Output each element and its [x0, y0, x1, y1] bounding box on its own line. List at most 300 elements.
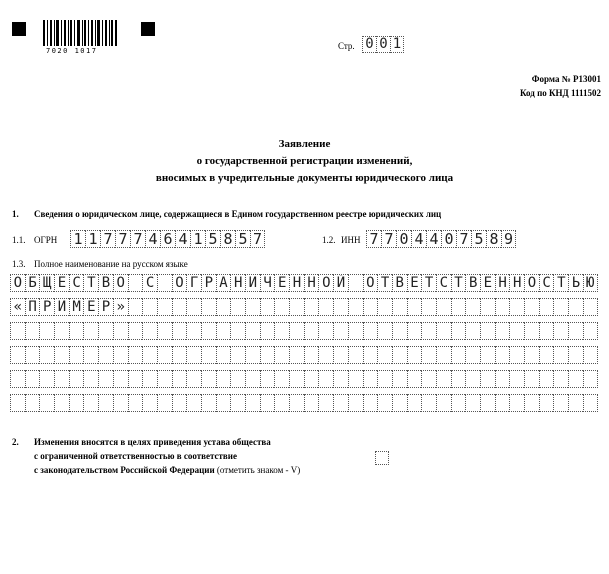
char-cell [465, 322, 480, 340]
char-cell [451, 370, 466, 388]
char-cell [539, 370, 554, 388]
char-cell: Т [377, 274, 392, 292]
char-cell [245, 346, 260, 364]
char-cell [539, 298, 554, 316]
page-label: Стр. [338, 41, 355, 51]
char-cell: 0 [376, 36, 390, 53]
char-cell [465, 346, 480, 364]
char-cell [377, 346, 392, 364]
char-cell [216, 370, 231, 388]
char-cell [524, 394, 539, 412]
char-cell [509, 346, 524, 364]
char-cell [25, 346, 40, 364]
char-cell [113, 394, 128, 412]
form-number: Форма № Р13001 [531, 74, 601, 84]
char-cell [333, 346, 348, 364]
char-cell [509, 322, 524, 340]
char-cell [186, 322, 201, 340]
section2-line-2: с ограниченной ответственностью в соответствие [34, 451, 237, 461]
char-cell [583, 346, 598, 364]
char-cell: П [25, 298, 40, 316]
char-cell [83, 322, 98, 340]
char-cell: С [436, 274, 451, 292]
char-cell [407, 346, 422, 364]
char-cell [83, 346, 98, 364]
char-cell [69, 370, 84, 388]
char-cell [142, 298, 157, 316]
char-cell [201, 298, 216, 316]
char-cell: Т [553, 274, 568, 292]
char-cell [363, 346, 378, 364]
char-cell [333, 394, 348, 412]
char-cell [260, 346, 275, 364]
char-cell [128, 298, 143, 316]
char-cell: И [54, 298, 69, 316]
char-cell: 7 [250, 230, 265, 248]
char-cell [128, 370, 143, 388]
char-cell [157, 322, 172, 340]
char-cell [407, 394, 422, 412]
char-cell [39, 346, 54, 364]
char-cell [480, 370, 495, 388]
title-line-1: Заявление [278, 138, 331, 150]
name-label: Полное наименование на русском языке [34, 259, 188, 269]
name-row[interactable] [10, 370, 598, 388]
char-cell [98, 322, 113, 340]
char-cell [39, 370, 54, 388]
char-cell [113, 346, 128, 364]
char-cell [495, 298, 510, 316]
char-cell [157, 370, 172, 388]
char-cell [39, 394, 54, 412]
char-cell: Т [83, 274, 98, 292]
char-cell [201, 394, 216, 412]
char-cell [304, 394, 319, 412]
char-cell [25, 322, 40, 340]
char-cell: 7 [381, 230, 396, 248]
char-cell [524, 322, 539, 340]
section2-number: 2. [12, 437, 19, 447]
char-cell: С [142, 274, 157, 292]
char-cell: О [363, 274, 378, 292]
char-cell [509, 370, 524, 388]
char-cell: 4 [145, 230, 160, 248]
char-cell [363, 298, 378, 316]
char-cell [304, 346, 319, 364]
char-cell: Н [495, 274, 510, 292]
char-cell [142, 370, 157, 388]
char-cell: « [10, 298, 25, 316]
char-cell [568, 322, 583, 340]
char-cell [304, 370, 319, 388]
char-cell [274, 394, 289, 412]
char-cell [318, 370, 333, 388]
char-cell: 4 [411, 230, 426, 248]
char-cell [348, 394, 363, 412]
char-cell [142, 394, 157, 412]
char-cell [553, 322, 568, 340]
name-row[interactable] [10, 274, 598, 292]
char-cell [274, 346, 289, 364]
char-cell [539, 346, 554, 364]
char-cell [25, 394, 40, 412]
char-cell [172, 394, 187, 412]
char-cell [245, 394, 260, 412]
char-cell [539, 322, 554, 340]
char-cell: Ю [583, 274, 598, 292]
char-cell [348, 298, 363, 316]
char-cell [157, 346, 172, 364]
char-cell [480, 394, 495, 412]
char-cell [436, 322, 451, 340]
char-cell [186, 298, 201, 316]
char-cell: О [10, 274, 25, 292]
char-cell [260, 394, 275, 412]
char-cell [201, 370, 216, 388]
char-cell: 8 [220, 230, 235, 248]
char-cell [289, 322, 304, 340]
conformity-checkbox[interactable] [375, 451, 389, 465]
char-cell [54, 370, 69, 388]
registration-marker-right [141, 22, 155, 36]
char-cell: 9 [501, 230, 516, 248]
char-cell [495, 346, 510, 364]
char-cell [216, 322, 231, 340]
char-cell [10, 394, 25, 412]
char-cell [230, 298, 245, 316]
char-cell [318, 322, 333, 340]
char-cell: О [172, 274, 187, 292]
char-cell [289, 370, 304, 388]
char-cell: О [524, 274, 539, 292]
section1-number: 1. [12, 209, 19, 219]
char-cell: 7 [130, 230, 145, 248]
char-cell [128, 322, 143, 340]
char-cell [216, 346, 231, 364]
char-cell [54, 394, 69, 412]
char-cell: С [539, 274, 554, 292]
char-cell [436, 298, 451, 316]
char-cell [172, 298, 187, 316]
char-cell [421, 322, 436, 340]
char-cell [25, 370, 40, 388]
char-cell [186, 394, 201, 412]
char-cell: В [392, 274, 407, 292]
char-cell: Р [98, 298, 113, 316]
char-cell [157, 394, 172, 412]
char-cell [245, 298, 260, 316]
char-cell [421, 394, 436, 412]
name-row[interactable] [10, 346, 598, 364]
char-cell [539, 394, 554, 412]
char-cell [524, 370, 539, 388]
char-cell [407, 370, 422, 388]
char-cell: Й [333, 274, 348, 292]
char-cell: 0 [396, 230, 411, 248]
char-cell [583, 394, 598, 412]
char-cell [421, 370, 436, 388]
char-cell [392, 346, 407, 364]
char-cell: В [465, 274, 480, 292]
char-cell [10, 370, 25, 388]
char-cell [318, 346, 333, 364]
char-cell: 1 [85, 230, 100, 248]
char-cell [318, 298, 333, 316]
char-cell [495, 370, 510, 388]
char-cell [333, 322, 348, 340]
char-cell [392, 394, 407, 412]
section2-note: (отметить знаком - V) [216, 465, 301, 475]
char-cell [83, 370, 98, 388]
char-cell [480, 322, 495, 340]
char-cell [495, 394, 510, 412]
char-cell [465, 370, 480, 388]
char-cell [10, 346, 25, 364]
char-cell [39, 322, 54, 340]
char-cell [172, 322, 187, 340]
char-cell [392, 370, 407, 388]
char-cell [128, 274, 143, 292]
name-number: 1.3. [12, 259, 26, 269]
char-cell [230, 394, 245, 412]
char-cell: М [69, 298, 84, 316]
char-cell [201, 346, 216, 364]
char-cell: Р [39, 298, 54, 316]
char-cell: В [98, 274, 113, 292]
char-cell [260, 322, 275, 340]
char-cell [172, 346, 187, 364]
char-cell [568, 346, 583, 364]
char-cell [465, 298, 480, 316]
inn-label: ИНН [341, 235, 361, 245]
char-cell [553, 298, 568, 316]
char-cell: 5 [471, 230, 486, 248]
char-cell [553, 394, 568, 412]
char-cell [348, 346, 363, 364]
char-cell [289, 298, 304, 316]
char-cell [348, 322, 363, 340]
char-cell: Ь [568, 274, 583, 292]
char-cell [348, 370, 363, 388]
char-cell [524, 298, 539, 316]
char-cell: Е [480, 274, 495, 292]
char-cell [451, 346, 466, 364]
char-cell [113, 370, 128, 388]
char-cell: » [113, 298, 128, 316]
char-cell [392, 298, 407, 316]
char-cell: 7 [115, 230, 130, 248]
char-cell [157, 274, 172, 292]
char-cell [274, 298, 289, 316]
char-cell: Т [451, 274, 466, 292]
name-row[interactable] [10, 394, 598, 412]
char-cell: 6 [160, 230, 175, 248]
ogrn-label: ОГРН [34, 235, 58, 245]
char-cell [583, 298, 598, 316]
char-cell [524, 346, 539, 364]
char-cell [407, 322, 422, 340]
char-cell [98, 346, 113, 364]
char-cell: Н [289, 274, 304, 292]
char-cell [230, 322, 245, 340]
char-cell [333, 298, 348, 316]
char-cell: 0 [362, 36, 376, 53]
char-cell: 7 [366, 230, 381, 248]
inn-cells[interactable] [366, 230, 516, 248]
char-cell [113, 322, 128, 340]
char-cell [407, 298, 422, 316]
char-cell [69, 346, 84, 364]
char-cell [363, 370, 378, 388]
char-cell [377, 394, 392, 412]
inn-number: 1.2. [322, 235, 336, 245]
char-cell [377, 322, 392, 340]
char-cell: Г [186, 274, 201, 292]
char-cell [230, 346, 245, 364]
section2-line-1: Изменения вносятся в целях приведения устава общества [34, 437, 271, 447]
char-cell [69, 394, 84, 412]
char-cell [230, 370, 245, 388]
char-cell [333, 370, 348, 388]
char-cell [289, 346, 304, 364]
char-cell: Е [83, 298, 98, 316]
char-cell: 1 [390, 36, 404, 53]
char-cell [392, 322, 407, 340]
char-cell [509, 394, 524, 412]
char-cell [553, 346, 568, 364]
char-cell: Н [304, 274, 319, 292]
char-cell [83, 394, 98, 412]
name-row[interactable] [10, 298, 598, 316]
char-cell: С [69, 274, 84, 292]
char-cell [421, 346, 436, 364]
char-cell [363, 394, 378, 412]
char-cell [289, 394, 304, 412]
char-cell [54, 346, 69, 364]
char-cell [451, 394, 466, 412]
char-cell [465, 394, 480, 412]
char-cell [451, 298, 466, 316]
char-cell [260, 370, 275, 388]
title-line-3: вносимых в учредительные документы юридического лица [155, 172, 454, 184]
char-cell [245, 370, 260, 388]
char-cell [54, 322, 69, 340]
char-cell [451, 322, 466, 340]
char-cell [274, 370, 289, 388]
char-cell: О [113, 274, 128, 292]
section2-line-3 [34, 465, 300, 475]
page-number-cells [362, 36, 404, 53]
char-cell [480, 346, 495, 364]
char-cell: Б [25, 274, 40, 292]
char-cell [583, 322, 598, 340]
char-cell [304, 322, 319, 340]
char-cell [348, 274, 363, 292]
barcode [43, 20, 118, 48]
char-cell [568, 394, 583, 412]
char-cell [142, 322, 157, 340]
char-cell: Н [230, 274, 245, 292]
char-cell: 7 [456, 230, 471, 248]
char-cell [98, 370, 113, 388]
char-cell: 5 [235, 230, 250, 248]
section2-line-3-bold: с законодательством Российской Федерации [34, 465, 215, 475]
char-cell: А [216, 274, 231, 292]
char-cell: Е [274, 274, 289, 292]
char-cell [201, 322, 216, 340]
char-cell [583, 370, 598, 388]
char-cell [363, 322, 378, 340]
char-cell: Н [509, 274, 524, 292]
title-line-2: о государственной регистрации изменений, [196, 155, 413, 167]
char-cell [10, 322, 25, 340]
char-cell: 4 [175, 230, 190, 248]
ogrn-cells[interactable] [70, 230, 265, 248]
char-cell [216, 394, 231, 412]
char-cell: 7 [100, 230, 115, 248]
char-cell [186, 370, 201, 388]
char-cell [568, 370, 583, 388]
char-cell [260, 298, 275, 316]
char-cell [98, 394, 113, 412]
char-cell [436, 394, 451, 412]
char-cell [142, 346, 157, 364]
char-cell: 0 [441, 230, 456, 248]
char-cell [509, 298, 524, 316]
name-row[interactable] [10, 322, 598, 340]
char-cell: И [245, 274, 260, 292]
char-cell: Щ [39, 274, 54, 292]
char-cell: Ч [260, 274, 275, 292]
char-cell: 5 [205, 230, 220, 248]
char-cell: Т [421, 274, 436, 292]
char-cell [318, 394, 333, 412]
char-cell [304, 298, 319, 316]
char-cell [568, 298, 583, 316]
char-cell [245, 322, 260, 340]
char-cell [553, 370, 568, 388]
char-cell [377, 370, 392, 388]
char-cell [436, 346, 451, 364]
char-cell [186, 346, 201, 364]
char-cell [436, 370, 451, 388]
char-cell [421, 298, 436, 316]
char-cell: 4 [426, 230, 441, 248]
char-cell [377, 298, 392, 316]
char-cell [157, 298, 172, 316]
char-cell: Р [201, 274, 216, 292]
char-cell [69, 322, 84, 340]
barcode-number: 7020 1017 [46, 47, 98, 55]
knd-code: Код по КНД 1111502 [519, 88, 601, 98]
char-cell: О [318, 274, 333, 292]
section1-heading: Сведения о юридическом лице, содержащиеся в Едином государственном реестре юридических лиц [34, 209, 442, 219]
ogrn-number: 1.1. [12, 235, 26, 245]
char-cell [128, 394, 143, 412]
char-cell [172, 370, 187, 388]
char-cell: Е [54, 274, 69, 292]
char-cell [216, 298, 231, 316]
char-cell: 1 [190, 230, 205, 248]
char-cell [274, 322, 289, 340]
char-cell: Е [407, 274, 422, 292]
registration-marker-left [12, 22, 26, 36]
char-cell: 8 [486, 230, 501, 248]
char-cell [480, 298, 495, 316]
char-cell [495, 322, 510, 340]
char-cell: 1 [70, 230, 85, 248]
char-cell [128, 346, 143, 364]
